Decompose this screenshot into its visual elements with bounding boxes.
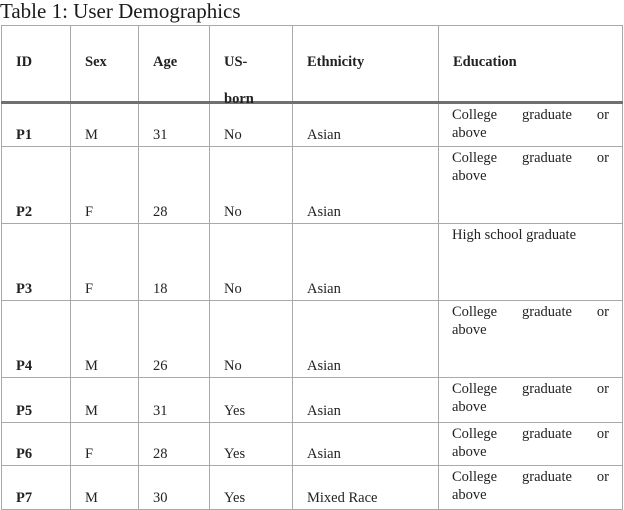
cell-usborn-text: No [224,127,242,143]
table-row [2,103,623,147]
cell-sex-text: M [85,127,98,143]
education-word: graduate [522,426,572,442]
cell-ethnicity [293,466,439,510]
education-line-1 [452,106,609,124]
cell-sex-text: F [85,204,94,220]
cell-sex [71,301,139,378]
cell-age-text: 26 [153,358,168,374]
cell-education-text [452,380,609,416]
cell-ethnicity [293,423,439,466]
header-education-label: Education [453,54,517,70]
cell-education [439,103,623,147]
education-word: College [452,304,498,320]
education-word: College [452,107,498,123]
cell-sex-text: M [85,403,98,419]
table-caption: Table 1: User Demographics [0,0,241,23]
cell-sex [71,466,139,510]
education-line-2: above [452,487,487,503]
cell-sex-text: F [85,446,94,462]
cell-id [2,103,71,147]
cell-education-text [452,106,609,142]
cell-ethnicity-text: Asian [307,446,341,462]
header-usborn-line1: US- [224,54,248,70]
cell-age [139,103,210,147]
education-word: graduate [522,107,572,123]
cell-education [439,423,623,466]
cell-id-text: P1 [16,127,33,143]
table-row [2,378,623,423]
education-line-1 [452,468,609,486]
education-line-1 [452,149,609,167]
education-line-2: above [452,444,487,460]
cell-ethnicity-text: Asian [307,204,341,220]
cell-education-text [452,303,609,339]
cell-ethnicity [293,301,439,378]
header-education [439,26,623,103]
cell-usborn-text: Yes [224,403,246,419]
cell-sex-text: M [85,358,98,374]
education-word: graduate [522,469,572,485]
cell-id-text: P7 [16,490,33,506]
cell-id [2,423,71,466]
cell-education-text [452,226,609,244]
header-ethnicity [293,26,439,103]
demographics-table [1,25,623,510]
header-sex-label: Sex [85,54,107,70]
education-line-1 [452,425,609,443]
cell-ethnicity-text: Mixed Race [307,490,378,506]
cell-usborn [210,378,293,423]
header-ethnicity-label: Ethnicity [307,54,365,70]
cell-education-text [452,425,609,461]
cell-age [139,423,210,466]
cell-id-text: P2 [16,204,33,220]
cell-id [2,466,71,510]
education-line-1 [452,303,609,321]
cell-usborn-text: No [224,204,242,220]
cell-sex [71,378,139,423]
cell-age-text: 18 [153,281,168,297]
cell-ethnicity [293,378,439,423]
header-usborn [210,26,293,107]
education-word: or [596,469,609,485]
cell-age-text: 28 [153,446,168,462]
cell-age-text: 31 [153,403,168,419]
cell-age [139,301,210,378]
education-line-2: above [452,399,487,415]
education-word: College [452,150,498,166]
education-word: College [452,426,498,442]
cell-id [2,378,71,423]
header-age [139,26,210,103]
cell-id [2,147,71,224]
header-usborn-line2: born [224,91,254,107]
education-word: graduate [522,304,572,320]
cell-ethnicity-text: Asian [307,358,341,374]
education-word: or [596,426,609,442]
table-row [2,224,623,301]
cell-id [2,224,71,301]
cell-usborn-text: Yes [224,446,246,462]
header-id-label: ID [16,54,33,70]
cell-age-text: 30 [153,490,168,506]
education-line-2: above [452,125,487,141]
cell-usborn [210,466,293,510]
education-line-1 [452,380,609,398]
cell-usborn-text: Yes [224,490,246,506]
cell-education-text [452,149,609,185]
cell-id-text: P6 [16,446,33,462]
cell-usborn [210,147,293,224]
cell-age-text: 28 [153,204,168,220]
cell-sex [71,103,139,147]
cell-ethnicity-text: Asian [307,281,341,297]
cell-sex [71,147,139,224]
header-row [2,26,623,103]
header-age-label: Age [153,54,178,70]
cell-usborn-text: No [224,358,242,374]
cell-sex [71,224,139,301]
cell-usborn [210,224,293,301]
cell-education [439,466,623,510]
education-word: or [596,150,609,166]
education-line-2: above [452,168,487,184]
cell-id-text: P5 [16,403,33,419]
education-word: or [596,107,609,123]
cell-usborn [210,301,293,378]
cell-ethnicity [293,103,439,147]
cell-age [139,466,210,510]
education-word: graduate [522,150,572,166]
education-word: or [596,381,609,397]
cell-age [139,378,210,423]
cell-id [2,301,71,378]
education-word: graduate [522,381,572,397]
header-sex [71,26,139,103]
cell-ethnicity-text: Asian [307,403,341,419]
cell-usborn-text: No [224,281,242,297]
cell-usborn [210,103,293,147]
education-word: College [452,381,498,397]
cell-ethnicity [293,224,439,301]
table-row [2,147,623,224]
cell-ethnicity [293,147,439,224]
cell-ethnicity-text: Asian [307,127,341,143]
table-row [2,466,623,510]
cell-education [439,224,623,301]
cell-education [439,301,623,378]
education-line-2: above [452,322,487,338]
education-word: or [596,304,609,320]
cell-education [439,378,623,423]
cell-age [139,147,210,224]
cell-education-text [452,468,609,504]
cell-usborn [210,423,293,466]
header-id [2,26,71,103]
cell-id-text: P4 [16,358,33,374]
cell-age-text: 31 [153,127,168,143]
table-row [2,423,623,466]
education-line: High school graduate [452,227,577,243]
cell-sex [71,423,139,466]
table-row [2,301,623,378]
cell-sex-text: M [85,490,98,506]
education-word: College [452,469,498,485]
cell-education [439,147,623,224]
cell-age [139,224,210,301]
cell-id-text: P3 [16,281,33,297]
cell-sex-text: F [85,281,94,297]
